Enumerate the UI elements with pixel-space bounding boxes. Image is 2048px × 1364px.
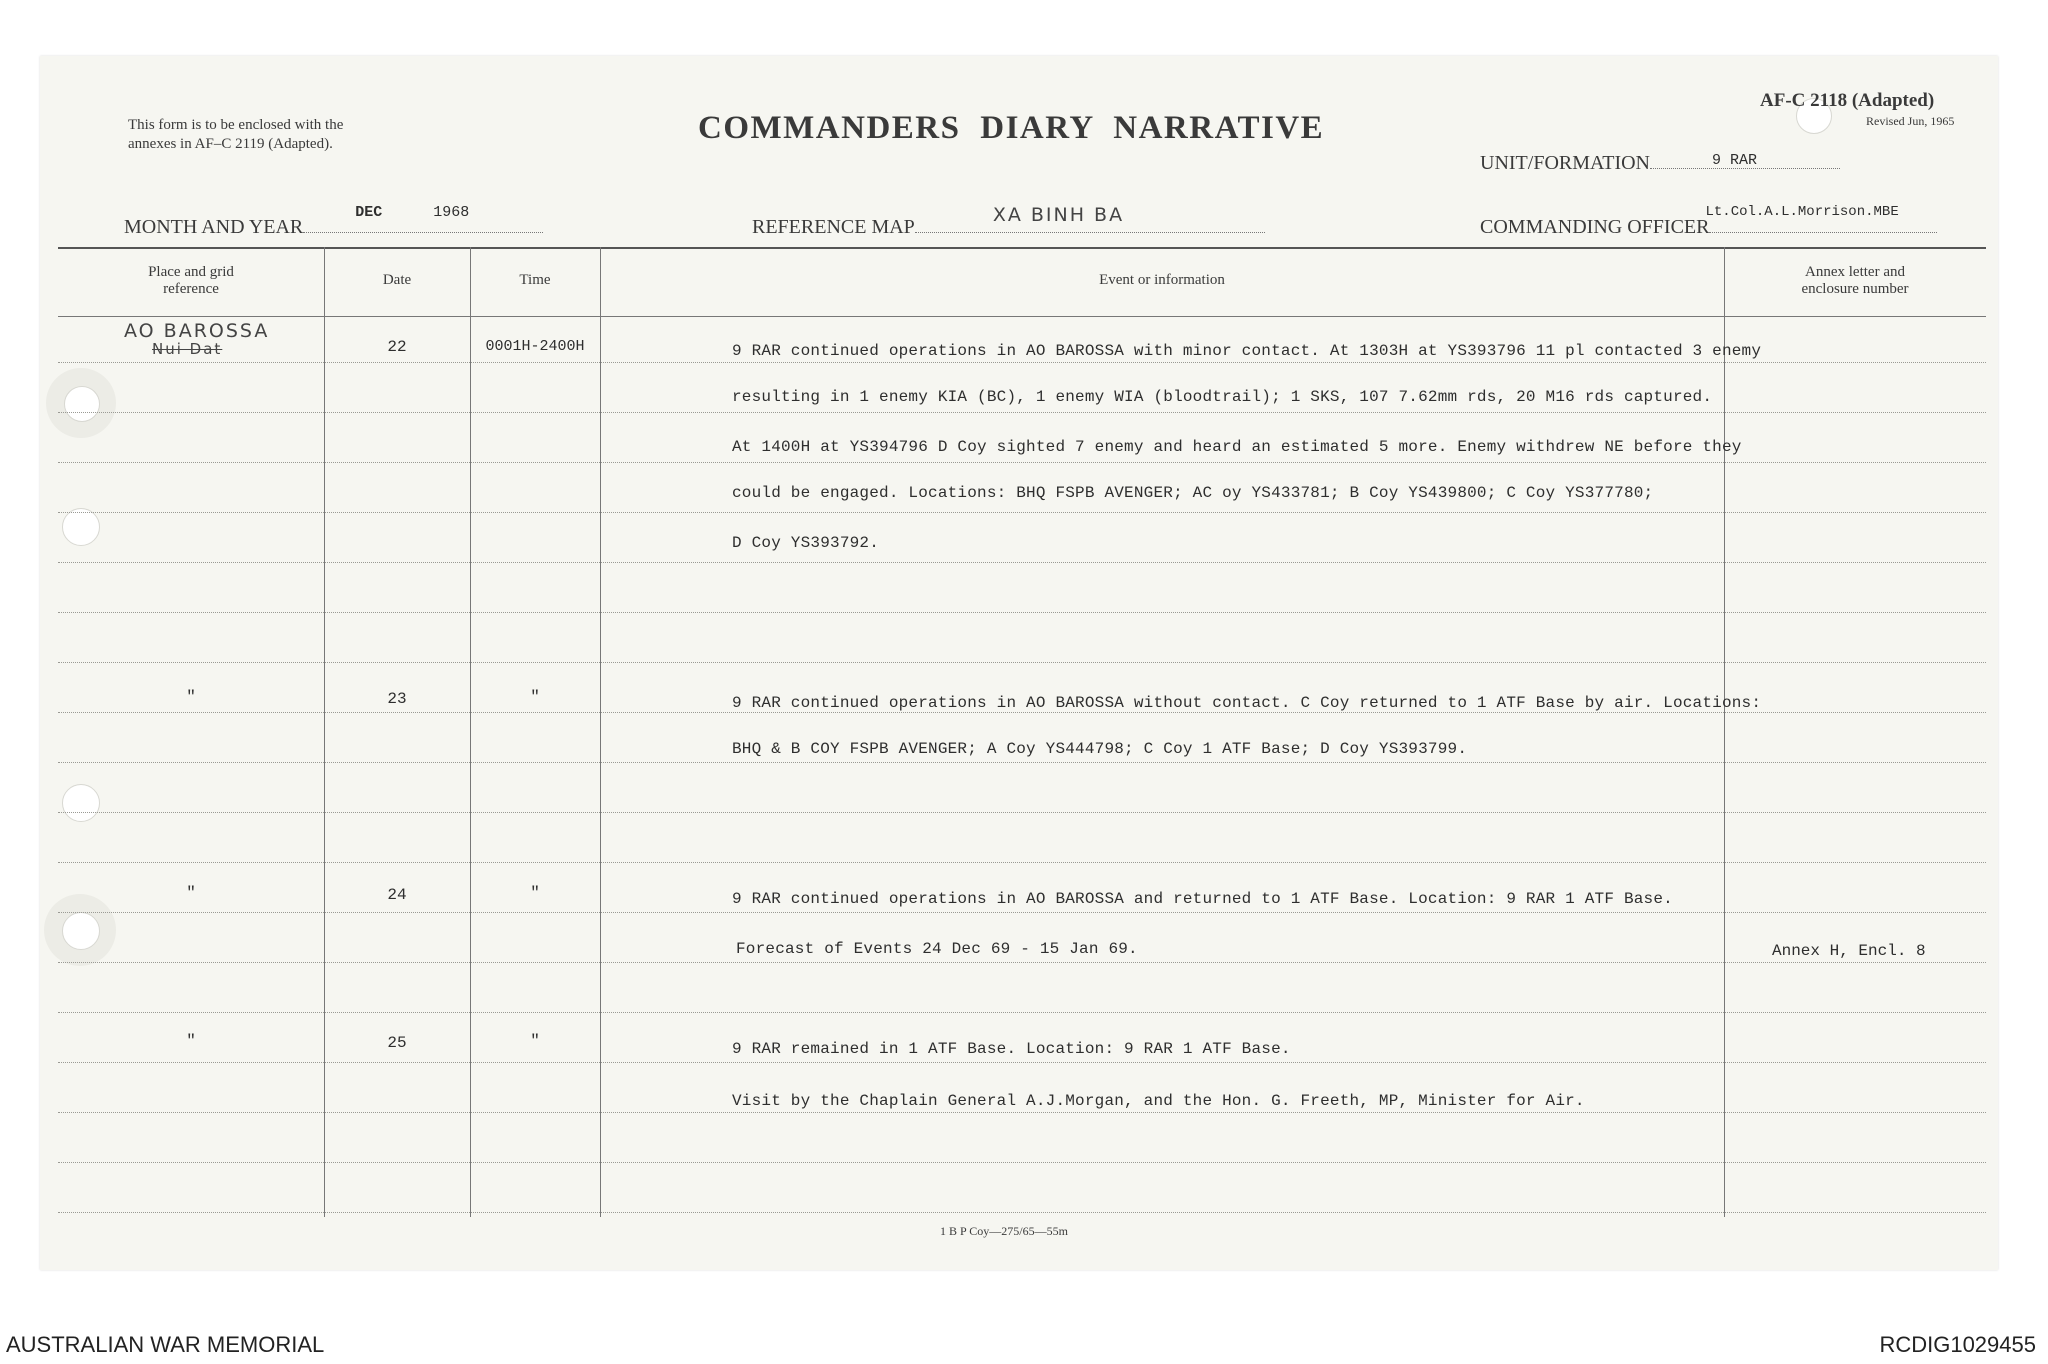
reference-map-label: REFERENCE MAP bbox=[752, 216, 915, 238]
row-23-date: 23 bbox=[387, 690, 407, 708]
header-bottom-border bbox=[58, 316, 1986, 317]
column-divider bbox=[600, 247, 601, 1217]
commanding-officer-value: Lt.Col.A.L.Morrison.MBE bbox=[1705, 204, 1899, 220]
row-23-event-line: 9 RAR continued operations in AO BAROSSA without contact. C Coy returned to 1 ATF Base by air. Locations: bbox=[732, 694, 1762, 712]
row-23-event-line: BHQ & B COY FSPB AVENGER; A Coy YS444798; C Coy 1 ATF Base; D Coy YS393799. bbox=[732, 740, 1468, 758]
ruled-line bbox=[58, 562, 1986, 563]
row-23-place: " bbox=[186, 688, 196, 706]
form-number: AF-C 2118 (Adapted) bbox=[1760, 90, 1935, 111]
row-22-place: AO BAROSSA bbox=[124, 320, 270, 342]
header-annex-line: Annex letter and bbox=[1805, 264, 1905, 280]
punch-hole bbox=[62, 912, 100, 950]
row-24-time: " bbox=[530, 884, 540, 902]
page-title: COMMANDERS DIARY NARRATIVE bbox=[698, 110, 1325, 146]
ruled-line bbox=[58, 962, 1986, 963]
column-divider bbox=[1724, 247, 1725, 1217]
ruled-line bbox=[58, 1212, 1986, 1213]
unit-value: 9 RAR bbox=[1712, 152, 1758, 169]
header-annex-line: enclosure number bbox=[1801, 281, 1909, 297]
row-24-annex: Annex H, Encl. 8 bbox=[1772, 942, 1926, 960]
commanding-officer-field bbox=[1480, 204, 1937, 239]
row-22-date: 22 bbox=[387, 338, 407, 356]
header-place-line: Place and grid bbox=[148, 264, 234, 280]
ruled-line bbox=[58, 1162, 1986, 1163]
row-24-date: 24 bbox=[387, 886, 407, 904]
ruled-line bbox=[58, 912, 1986, 913]
ruled-line bbox=[58, 412, 1986, 413]
ruled-line bbox=[58, 762, 1986, 763]
header-time: Time bbox=[519, 272, 551, 288]
row-22-event-line: 9 RAR continued operations in AO BAROSSA with minor contact. At 1303H at YS393796 11 pl contacted 3 enemy bbox=[732, 342, 1762, 360]
row-22-event-line: At 1400H at YS394796 D Coy sighted 7 enemy and heard an estimated 5 more. Enemy withdrew NE before they bbox=[732, 438, 1742, 456]
month-value: DEC bbox=[355, 204, 383, 221]
column-divider bbox=[470, 247, 471, 1217]
footer-archive-name: AUSTRALIAN WAR MEMORIAL bbox=[6, 1332, 325, 1357]
year-value: 1968 bbox=[433, 204, 470, 221]
row-25-place: " bbox=[186, 1032, 196, 1050]
row-22-event-line: D Coy YS393792. bbox=[732, 534, 880, 552]
row-24-event-line: 9 RAR continued operations in AO BAROSSA and returned to 1 ATF Base. Location: 9 RAR 1 ATF Base. bbox=[732, 890, 1673, 908]
ruled-line bbox=[58, 812, 1986, 813]
row-25-date: 25 bbox=[387, 1034, 407, 1052]
punch-hole bbox=[64, 386, 100, 422]
ruled-line bbox=[58, 1012, 1986, 1013]
header-date: Date bbox=[382, 272, 412, 288]
column-divider bbox=[324, 247, 325, 1217]
row-22-event-line: resulting in 1 enemy KIA (BC), 1 enemy WIA (bloodtrail); 1 SKS, 107 7.62mm rds, 20 M16 rds captured. bbox=[732, 388, 1713, 406]
header-place-line: reference bbox=[163, 281, 219, 297]
revised-date: Revised Jun, 1965 bbox=[1866, 114, 1955, 128]
ruled-line bbox=[58, 612, 1986, 613]
form-instruction bbox=[128, 116, 343, 154]
unit-formation-field bbox=[1480, 152, 1840, 175]
ruled-line bbox=[58, 1112, 1986, 1113]
month-year-field bbox=[124, 204, 543, 239]
month-label: MONTH AND YEAR bbox=[124, 216, 304, 238]
row-23-time: " bbox=[530, 688, 540, 706]
ruled-line bbox=[58, 462, 1986, 463]
form-instruction-line: annexes in AF–C 2119 (Adapted). bbox=[128, 136, 333, 152]
row-25-event-line: Visit by the Chaplain General A.J.Morgan, and the Hon. G. Freeth, MP, Minister for Air. bbox=[732, 1092, 1585, 1110]
ruled-line bbox=[58, 512, 1986, 513]
row-25-time: " bbox=[530, 1032, 540, 1050]
diary-sheet bbox=[40, 56, 1998, 1270]
row-25-event-line: 9 RAR remained in 1 ATF Base. Location: 9 RAR 1 ATF Base. bbox=[732, 1040, 1291, 1058]
commanding-officer-label: COMMANDING OFFICER bbox=[1480, 216, 1710, 238]
ruled-line bbox=[58, 1062, 1986, 1063]
punch-hole bbox=[62, 784, 100, 822]
form-instruction-line: This form is to be enclosed with the bbox=[128, 117, 344, 133]
header-annex bbox=[1724, 264, 1986, 298]
unit-label: UNIT/FORMATION bbox=[1480, 152, 1650, 174]
punch-hole bbox=[62, 508, 100, 546]
table-top-border bbox=[58, 247, 1986, 249]
ruled-line bbox=[58, 662, 1986, 663]
footer-record-id: RCDIG1029455 bbox=[1879, 1332, 2036, 1357]
ruled-line bbox=[58, 862, 1986, 863]
row-24-place: " bbox=[186, 884, 196, 902]
row-22-event-line: could be engaged. Locations: BHQ FSPB AVENGER; AC oy YS433781; B Coy YS439800; C Coy YS377780; bbox=[732, 484, 1654, 502]
header-event: Event or information bbox=[1099, 272, 1225, 288]
row-24-event-line: Forecast of Events 24 Dec 69 - 15 Jan 69. bbox=[736, 940, 1138, 958]
print-code: 1 B P Coy—275/65—55m bbox=[940, 1224, 1068, 1238]
row-22-time: 0001H-2400H bbox=[485, 338, 585, 355]
header-place bbox=[58, 264, 324, 298]
ruled-line bbox=[58, 712, 1986, 713]
reference-map-field bbox=[752, 204, 1265, 239]
row-22-place-struck: Nui Dat bbox=[152, 340, 223, 358]
ruled-line bbox=[58, 362, 1986, 363]
reference-map-value: XA BINH BA bbox=[992, 204, 1125, 226]
